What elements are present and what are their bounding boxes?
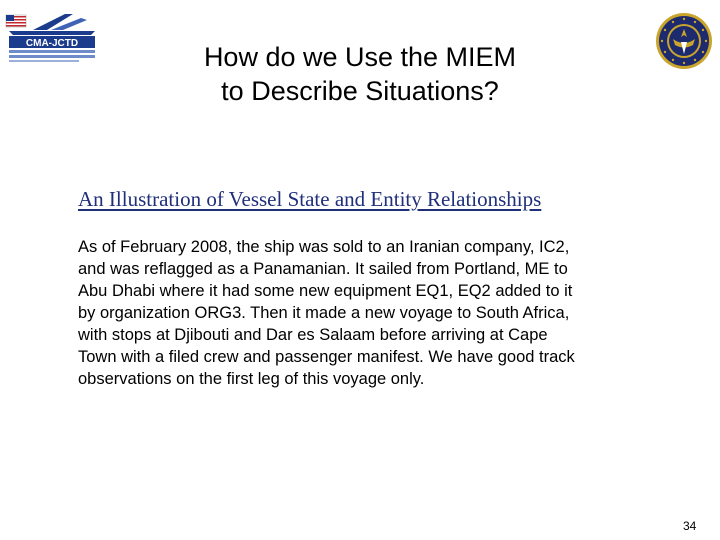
paragraph-line: observations on the first leg of this voyage only.	[78, 370, 425, 388]
page-number: 34	[683, 519, 697, 533]
slide-title	[130, 40, 590, 108]
logo-text: CMA-JCTD	[25, 38, 79, 49]
paragraph-line: Abu Dhabi where it had some new equipment EQ1, EQ2 added to it	[78, 282, 573, 300]
paragraph-line: by organization ORG3. Then it made a new voyage to South Africa,	[78, 304, 570, 322]
navy-seal-logo	[655, 12, 713, 70]
paragraph-line: with stops at Djibouti and Dar es Salaam before arriving at Cape	[78, 326, 548, 344]
slide-title-line-2: to Describe Situations?	[221, 76, 499, 106]
paragraph-line: Town with a filed crew and passenger manifest. We have good track	[78, 348, 575, 366]
paragraph-line: As of February 2008, the ship was sold to an Iranian company, IC2,	[78, 238, 570, 256]
body-paragraph	[78, 236, 638, 390]
slide-title-line-1: How do we Use the MIEM	[203, 42, 517, 72]
section-subtitle: An Illustration of Vessel State and Entity Relationships	[78, 187, 542, 211]
cma-jctd-logo	[3, 12, 99, 64]
paragraph-line: and was reflagged as a Panamanian. It sailed from Portland, ME to	[78, 260, 568, 278]
